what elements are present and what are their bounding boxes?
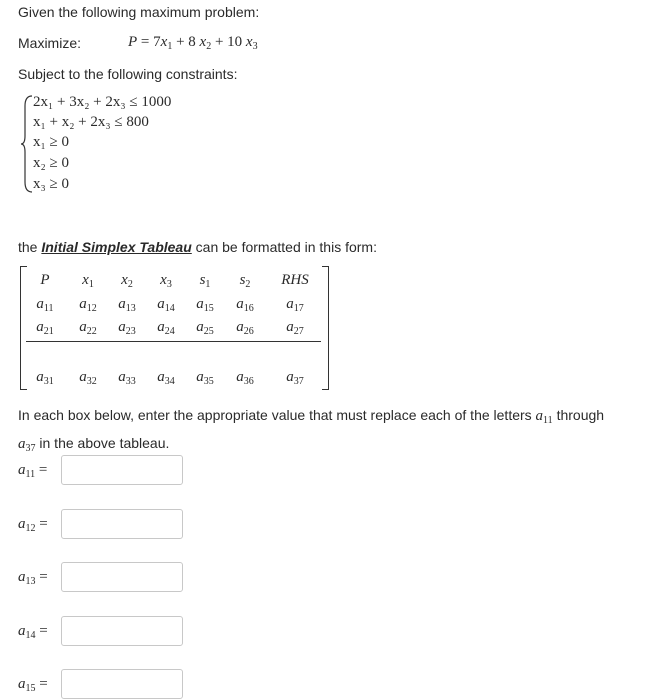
constraint-3: x₁ ≥ 0 xyxy=(33,134,69,150)
tableau-cell-a37: $a_{37}$ xyxy=(286,369,304,387)
tableau-cell-a34: $a_{34}$ xyxy=(157,369,175,387)
tableau-right-bracket xyxy=(322,266,329,390)
tableau-cell-a23: $a_{23}$ xyxy=(118,319,136,337)
tableau-cell-a13: $a_{13}$ xyxy=(118,296,136,314)
constraint-1: 2x₁ + 3x₂ + 2x₃ ≤ 1000 xyxy=(33,94,172,110)
tableau-divider xyxy=(26,341,321,342)
tableau-cell-a22: $a_{22}$ xyxy=(79,319,97,337)
initial-simplex-tableau-link[interactable]: Initial Simplex Tableau xyxy=(41,239,192,255)
maximize-label: Maximize: xyxy=(18,35,82,51)
tableau-cell-a33: $a_{33}$ xyxy=(118,369,136,387)
answer-label-a15: $a_{15}$ = xyxy=(18,676,48,694)
answer-label-a13: $a_{13}$ = xyxy=(18,569,48,587)
answer-input-a15[interactable] xyxy=(61,669,183,699)
subject-to-text: Subject to the following constraints: xyxy=(18,66,238,82)
tableau-cell-a26: $a_{26}$ xyxy=(236,319,254,337)
tableau-cell-a32: $a_{32}$ xyxy=(79,369,97,387)
tableau-header-P: P xyxy=(40,272,50,288)
tableau-cell-a11: $a_{11}$ xyxy=(36,296,54,314)
tableau-header-x3: $x_3$ xyxy=(160,272,172,290)
constraint-4: x₂ ≥ 0 xyxy=(33,155,69,171)
tableau-header-s2: $s_2$ xyxy=(239,272,251,290)
tableau-cell-a14: $a_{14}$ xyxy=(157,296,175,314)
intro-text: Given the following maximum problem: xyxy=(18,4,260,20)
tableau-header-x2: $x_2$ xyxy=(121,272,133,290)
instruction-to: $a_{37}$ xyxy=(18,436,36,454)
tableau-cell-a12: $a_{12}$ xyxy=(79,296,97,314)
tableau-cell-a17: $a_{17}$ xyxy=(286,296,304,314)
constraint-5: x₃ ≥ 0 xyxy=(33,176,69,192)
tableau-header-RHS: RHS xyxy=(281,272,309,288)
answer-input-a14[interactable] xyxy=(61,616,183,646)
tableau-intro: the Initial Simplex Tableau can be formatted in this form: xyxy=(18,239,377,255)
answer-input-a13[interactable] xyxy=(61,562,183,592)
constraint-brace xyxy=(20,94,34,194)
answer-label-a14: $a_{14}$ = xyxy=(18,622,48,641)
instruction-from: $a_{11}$ xyxy=(535,408,553,426)
answer-input-a11[interactable] xyxy=(61,455,183,485)
tableau-cell-a31: $a_{31}$ xyxy=(36,369,54,387)
answer-label-a11: $a_{11}$ = xyxy=(18,462,48,480)
tableau-cell-a35: $a_{35}$ xyxy=(196,369,214,387)
tableau-cell-a15: $a_{15}$ xyxy=(196,296,214,314)
tableau-cell-a24: $a_{24}$ xyxy=(157,319,175,337)
objective-function: $P = 7x_1 + 8$ $x_2 + 10$ $x_3$ xyxy=(128,34,258,52)
tableau-cell-a25: $a_{25}$ xyxy=(196,319,214,337)
tableau-cell-a16: $a_{16}$ xyxy=(236,296,254,314)
tableau-header-s1: $s_1$ xyxy=(199,272,211,290)
instruction-text: In each box below, enter the appropriate value that must replace each of the letters $a_{11}$ through $a_{37}$ in the above tableau. xyxy=(18,407,605,454)
answer-input-a12[interactable] xyxy=(61,509,183,539)
tableau-cell-a27: $a_{27}$ xyxy=(286,319,304,337)
tableau-cell-a36: $a_{36}$ xyxy=(236,369,254,387)
tableau-cell-a21: $a_{21}$ xyxy=(36,319,54,337)
constraint-2: x₁ + x₂ + 2x₃ ≤ 800 xyxy=(33,114,149,130)
tableau-header-x1: $x_1$ xyxy=(82,272,94,290)
answer-label-a12: $a_{12}$ = xyxy=(18,515,48,534)
